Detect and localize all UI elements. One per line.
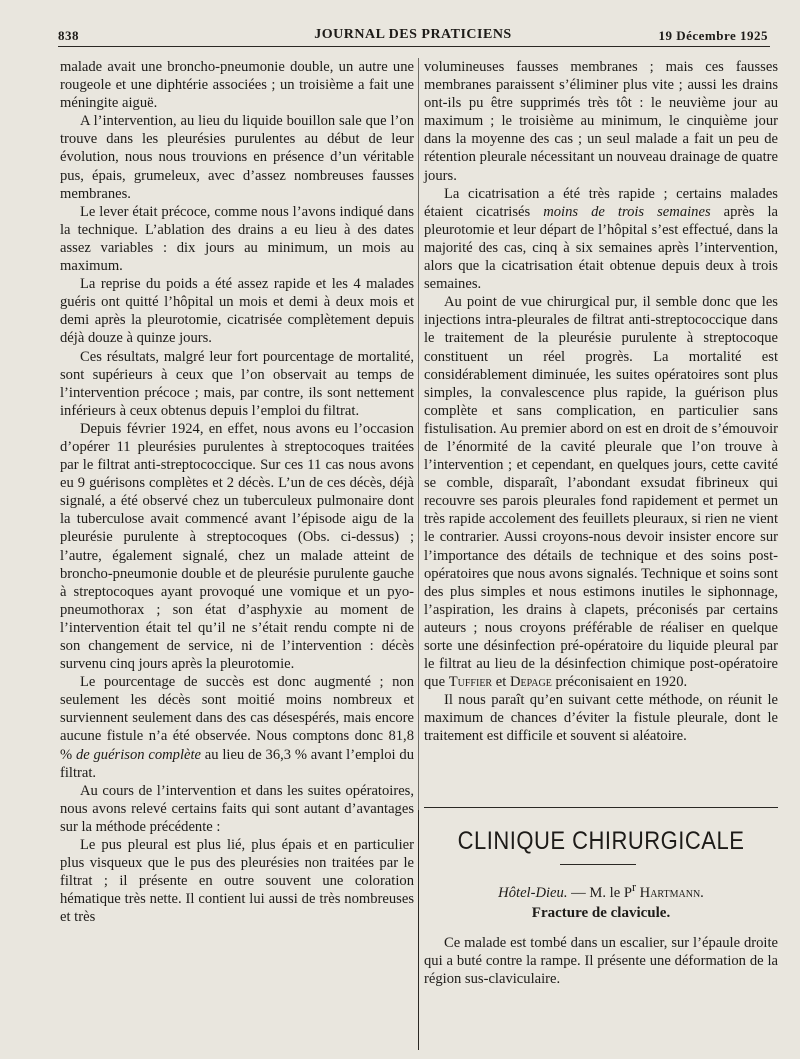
text-run: Le pourcentage de succès est donc augmenté ; non seulement les décès sont moitié moins nombreux et surviennent seulement dans des cas désespérés, mais encore aucune fistule n’a été observée. Nous comptons donc 81,8 %: [60, 674, 414, 763]
text-run: et: [492, 674, 510, 691]
journal-title: JOURNAL DES PRATICIENS: [314, 27, 512, 42]
article-subtitle: Fracture de clavicule.: [531, 905, 671, 921]
paragraph: Le pus pleural est plus lié, plus épais et en particulier plus visqueux que le pus des pleurésies non traitées par le filtrat ; il présente en outre souvent une coloration hématique très nette. Il contient lui aussi de très nombreuses et très: [60, 837, 414, 926]
page-header: [58, 24, 768, 46]
byline-superscript: r: [631, 880, 637, 894]
byline-name: Hartmann: [639, 884, 701, 901]
paragraph: Ce malade est tombé dans un escalier, sur l’épaule droite qui a buté contre la rampe. Il présente une déformation de la région sus-claviculaire.: [424, 935, 778, 988]
paragraph: malade avait une broncho-pneumonie double, un autre une rougeole et une diphtérie associées ; un troisième a fait une méningite aiguë.: [60, 59, 414, 112]
article-body: [424, 934, 778, 988]
title-underline: [560, 864, 636, 865]
section-left-rule: [418, 810, 419, 1050]
paragraph: Il nous paraît qu’en suivant cette méthode, on réunit le maximum de chances d’éviter la fistule pleurale, dont le traitement est difficile et souvent si aléatoire.: [424, 692, 778, 745]
text-run: La cicatrisation a été très rapide ; certains malades étaient cicatrisés: [424, 185, 778, 220]
byline-text: — M. le P: [567, 884, 632, 901]
paragraph: Ces résultats, malgré leur fort pourcentage de mortalité, sont supérieurs à ceux que l’on observait au temps de l’intervention précoce ; mais, par contre, ils sont nettement inférieurs à ceux obtenus depuis l’emploi du filtrat.: [60, 348, 414, 419]
author-name: Tuffier: [448, 674, 493, 691]
paragraph: volumineuses fausses membranes ; mais ces fausses membranes paraissent s’éliminer plus vite ; aussi les drains ont-ils pu être supprimés très tôt : le neuvième jour au maximum ; le troisième au minimum, le cinquième jour dans la moyenne des cas ; un seul malade a fait un peu de rétention pleurale nécessitant un nouveau drainage de quatre jours.: [424, 59, 778, 184]
paragraph: A l’intervention, au lieu du liquide bouillon sale que l’on trouve dans les pleurésies purulentes au début de leur évolution, nous nous trouvions en présence d’un véritable pus, épais, grumeleux, avec d’assez nombreuses fausses membranes.: [60, 113, 414, 202]
emphasis-text: moins de trois semaines: [543, 203, 711, 220]
paragraph: [60, 673, 414, 782]
section-divider: [424, 807, 778, 808]
text-run: au lieu de 36,3 % avant l’emploi du filtrat.: [60, 746, 414, 781]
byline-place: Hôtel-Dieu.: [498, 884, 568, 901]
text-run: Au point de vue chirurgical pur, il semble donc que les injections intra-pleurales de filtrat anti-streptococcique dans le traitement de la pleurésie purulente à streptocoque constituent un réel progrès. La mortalité est considérablement diminuée, les suites opératoires sont plus simples, la convalescence plus rapide, la guérison plus complète et sans complication, en particulier sans fistulisation. Au premier abord on est en droit de s’émouvoir de l’énormité de la cavité pleurale que l’on trouve à l’intervention ; et cependant, en quelques jours, cette cavité se comble, disparaît, l’abondant exsudat fibrineux qui recouvre ses parois pleurales fond rapidement et permet un très rapide accolement des feuillets pleuraux, si rien ne vient le contrarier. Aussi croyons-nous devoir insister encore sur l’importance des détails de technique et des soins post-opératoires que nous avons signalés. Technique et soins sont des plus simples et nous estimons inutiles le siphonnage, l’aspiration, les drains à clapets, préconisés par certains auteurs ; nous croyons préférable de réaliser en quelque sorte une désinfection pré-opératoire du liquide pleural par le filtrat au lieu de la désinfection chimique post-opératoire que: [424, 294, 778, 691]
paragraph: Au cours de l’intervention et dans les suites opératoires, nous avons relevé certains faits qui sont autant d’avantages sur la méthode précédente :: [60, 782, 414, 835]
text-run: après la pleurotomie et leur départ de l’hôpital s’est effectué, dans la majorité des cas, cinq à six semaines après l’intervention, alors que la cicatrisation était obtenue depuis deux à trois semaines.: [424, 203, 778, 293]
text-run: préconisaient en 1920.: [551, 674, 688, 691]
issue-date: 19 Décembre 1925: [658, 28, 768, 43]
header-rule: [58, 46, 770, 47]
left-column: [60, 58, 414, 927]
paragraph: [424, 293, 778, 691]
paragraph: Depuis février 1924, en effet, nous avons eu l’occasion d’opérer 11 pleurésies purulentes à streptocoques traitées par le filtrat anti-streptococcique. Sur ces 11 cas nous avons eu 9 guérisons complètes et 2 décès. L’un de ces décès, déjà signalé, a été observé chez un tuberculeux pulmonaire dont la tuberculose avait commencé avant l’épisode aigu de la pleurésie purulente à streptocoques (Obs. ci-dessus) ; l’autre, également signalé, chez un malade atteint de broncho-pneumonie double et de pleurésie purulente gauche à streptocoques ayant provoqué une vomique et un pyo-pneumothorax ; son état d’asphyxie au moment de l’intervention était tel qu’il ne s’était rendu compte ni de son changement de service, ni de l’intervention : décès survenu cinq jours après la pleurotomie.: [60, 420, 414, 673]
byline: [424, 880, 778, 902]
byline-end: .: [700, 884, 704, 901]
page-number: 838: [58, 28, 79, 43]
paragraph: [424, 185, 778, 294]
paragraph: Le lever était précoce, comme nous l’avons indiqué dans la technique. L’ablation des drains a eu lieu à des dates assez variables : dix jours au minimum, un mois au maximum.: [60, 203, 414, 275]
emphasis-text: de guérison complète: [75, 746, 202, 763]
right-column: [424, 58, 778, 746]
author-name: Depage: [509, 674, 552, 691]
paragraph: La reprise du poids a été assez rapide et les 4 malades guéris ont quitté l’hôpital un mois et demi à deux mois et demi après la pleurotomie, cicatrisée complètement depuis déjà douze à quinze jours.: [60, 276, 414, 347]
section-title: CLINIQUE CHIRURGICALE: [457, 826, 745, 855]
